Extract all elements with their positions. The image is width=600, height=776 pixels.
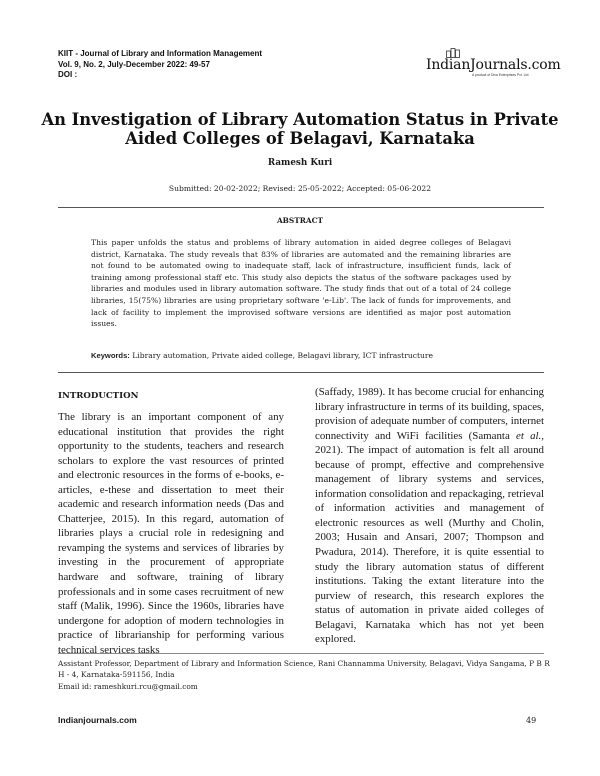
journal-name: KIIT - Journal of Library and Information Management [58,49,263,58]
page-number: 49 [526,716,537,725]
introduction-right-column [315,385,544,647]
publisher-logo-text: IndianJournals.com [426,57,561,73]
author-email: Email id: rameshkuri.rcu@gmail.com [58,681,198,691]
footnote-divider [58,653,544,654]
top-divider [58,207,544,208]
abstract-heading: ABSTRACT [276,216,324,225]
introduction-left-column: The library is an important component of any educational institution that provides the right opportunity to the students, teachers and research scholars to explore the vast resources of printed and electronic resources in the forms of e-books, e-articles, e-these and dissertation to meet their academic and research information needs (Das and Chatterjee, 2015). In this regard, automation of libraries plays a crucial role in redesigning and revamping the systems and services of libraries by investing in the procurement of appropriate hardware and software, training of library professionals and in some cases recruitment of new staff (Malik, 1996). Since the 1960s, libraries have undergone for adoption of modern technologies in practice of librarianship for performing various technical services tasks [58,411,284,656]
publisher-tagline: A product of Diva Enterprises Pvt. Ltd. [472,73,530,77]
author-name: Ramesh Kuri [267,158,333,168]
article-title: An Investigation of Library Automation Status in Private Aided Colleges of Belagavi, Karnataka [41,110,559,148]
journal-volume: Vol. 9, No. 2, July-December 2022: 49-57 [58,59,210,69]
publisher-logo [426,48,561,78]
journal-info [58,49,262,81]
footer-site: Indianjournals.com [58,715,137,725]
right-column-text-end: 2021). The impact of automation is felt all around because of prompt, effective and comprehensive management of library systems and services, information consolidation and repackaging, retrieval of information activities and management of electronic resources as well (Murthy and Cholin, 2003; Husain and Ansari, 2007; Thompson and Pwadura, 2014). Therefore, it is quite essential to study the library automation status of different institutions. Taking the extant literature into the purview of research, this research explores the status of automation in private aided colleges of Belagavi, Karnataka which has not yet been explored. [315,444,544,646]
keywords-label: Keywords: [91,351,130,360]
journal-doi: DOI : [58,70,78,79]
author-affiliation: Assistant Professor, Department of Library and Information Science, Rani Channamma University, Belagavi, Vidya Sangama, P B R H - 4, Karnataka-591156, India [58,659,550,680]
keywords-list: Library automation, Private aided college, Belagavi library, ICT infrastructure [132,351,434,360]
author-footnote [58,658,558,692]
introduction-heading: INTRODUCTION [58,391,139,401]
abstract-divider [58,372,544,373]
abstract-text: This paper unfolds the status and problems of library automation in aided degree colleges of Belagavi district, Karnataka. The study reveals that 83% of libraries are automated and the remaining libraries are not found to be automated owing to inadequate staff, lack of infrastructure, insufficient funds, lack of training among professional staff etc. This study also depicts the status of the software packages used by libraries and modules used in library automation software. The study finds that out of a total of 24 college libraries, 15(75%) libraries are using proprietary software 'e-Lib'. The lack of funds for improvements, and lack of facility to implement the improvised software versions are identified as major post automation issues. [91,238,511,329]
right-column-text-start: (Saffady, 1989). It has become crucial for enhancing library infrastructure in terms of its building, spaces, provision of adequate number of computers, internet connectivity and WiFi facilities (Samanta [315,386,544,442]
right-column-italic: et al., [516,429,545,442]
submission-dates: Submitted: 20-02-2022; Revised: 25-05-2022; Accepted: 05-06-2022 [168,184,432,193]
keywords [91,350,521,361]
